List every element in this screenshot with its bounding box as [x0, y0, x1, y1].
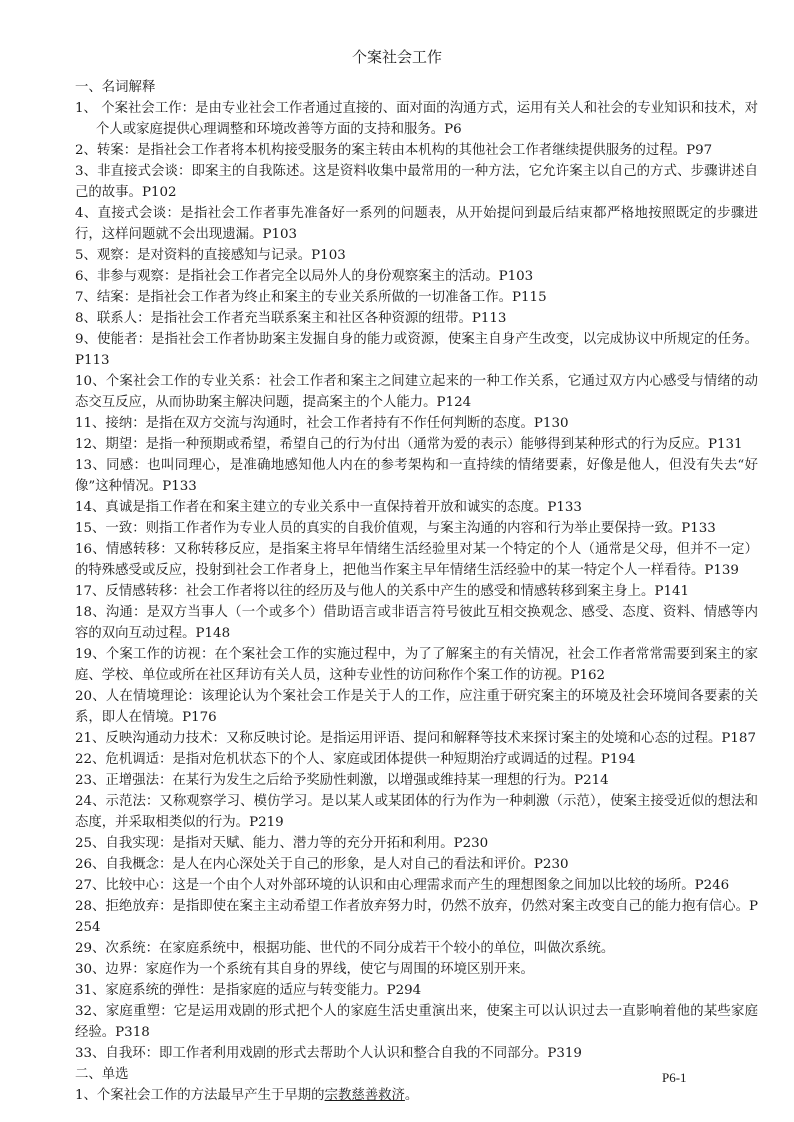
section-heading: 一、名词解释: [75, 80, 156, 95]
definition-item: 3、非直接式会谈：即案主的自我陈述。这是资料收集中最常用的一种方法，它允许案主以自己的方式、步骤讲述自己的故事。P102: [75, 164, 758, 200]
definition-item: 24、示范法：又称观察学习、模仿学习。是以某人或某团体的行为作为一种刺激（示范），使案主接受近似的想法和态度，并采取相类似的行为。P219: [75, 794, 758, 830]
definition-item: 14、真诚是指工作者在和案主建立的专业关系中一直保持着开放和诚实的态度。P133: [75, 500, 582, 515]
definition-item: 15、一致：则指工作者作为专业人员的真实的自我价值观，与案主沟通的内容和行为举止要保持一致。P133: [75, 521, 716, 536]
definition-item: 19、个案工作的访视：在个案社会工作的实施过程中，为了了解案主的有关情况，社会工作者常常需要到案主的家庭、学校、单位或所在社区拜访有关人员，这种专业性的访问称作个案工作的访视。P162: [75, 647, 758, 683]
definition-item: 12、期望：是指一种预期或希望，希望自己的行为付出（通常为爱的表示）能够得到某种形式的行为反应。P131: [75, 437, 743, 452]
document-body: [75, 77, 758, 1106]
definition-item: 30、边界：家庭作为一个系统有其自身的界线，使它与周围的环境区别开来。: [75, 962, 534, 977]
definition-item: 33、自我环：即工作者利用戏剧的形式去帮助个人认识和整合自我的不同部分。P319: [75, 1046, 582, 1061]
question-suffix: 。: [404, 1088, 419, 1103]
definition-item: 10、个案社会工作的专业关系：社会工作者和案主之间建立起来的一种工作关系，它通过双方内心感受与情绪的动态交互反应，从而协助案主解决问题，提高案主的个人能力。P124: [75, 374, 758, 410]
definition-item: 26、自我概念：是人在内心深处关于自己的形象，是人对自己的看法和评价。P230: [75, 857, 569, 872]
question-text: 1、个案社会工作的方法最早产生于早期的: [75, 1088, 325, 1103]
page-number: P6-1: [662, 1070, 687, 1085]
definition-item: 6、非参与观察：是指社会工作者完全以局外人的身份观察案主的活动。P103: [75, 269, 534, 284]
section-heading: 二、单选: [75, 1067, 129, 1082]
page-title: 个案社会工作: [351, 48, 442, 66]
definition-item: 13、同感：也叫同理心，是准确地感知他人内在的参考架构和一直持续的情绪要素，好像是他人，但没有失去“好像”这种情况。P133: [75, 458, 758, 494]
question-answer: 宗教慈善救济: [324, 1088, 405, 1103]
definition-item: 9、使能者：是指社会工作者协助案主发掘自身的能力或资源，使案主自身产生改变，以完成协议中所规定的任务。P113: [75, 332, 758, 368]
definition-item: 28、拒绝放弃：是指即使在案主主动希望工作者放弃努力时，仍然不放弃，仍然对案主改变自己的能力抱有信心。P254: [75, 899, 758, 935]
definition-item: 1、 个案社会工作：是由专业社会工作者通过直接的、面对面的沟通方式，运用有关人和社会的专业知识和技术，对个人或家庭提供心理调整和环境改善等方面的支持和服务。P6: [75, 101, 758, 137]
definition-item: 20、人在情境理论：该理论认为个案社会工作是关于人的工作，应注重于研究案主的环境及社会环境间各要素的关系，即人在情境。P176: [75, 689, 758, 725]
definition-item: 17、反情感转移：社会工作者将以往的经历及与他人的关系中产生的感受和情感转移到案主身上。P141: [75, 584, 690, 599]
definition-item: 22、危机调适：是指对危机状态下的个人、家庭或团体提供一种短期治疗或调适的过程。P194: [75, 752, 636, 767]
definition-item: 11、接纳：是指在双方交流与沟通时，社会工作者持有不作任何判断的态度。P130: [75, 416, 569, 431]
definition-item: 8、联系人：是指社会工作者充当联系案主和社区各种资源的纽带。P113: [75, 311, 507, 326]
definition-item: 25、自我实现：是指对天赋、能力、潜力等的充分开拓和利用。P230: [75, 836, 489, 851]
definition-item: 32、家庭重塑：它是运用戏剧的形式把个人的家庭生活史重演出来，使案主可以认识过去一直影响着他的某些家庭经验。P318: [75, 1004, 758, 1040]
definition-list: [75, 98, 758, 1064]
definition-item: 31、家庭系统的弹性：是指家庭的适应与转变能力。P294: [75, 983, 422, 998]
definition-item: 29、次系统：在家庭系统中，根据功能、世代的不同分成若干个较小的单位，叫做次系统。: [75, 941, 615, 956]
definition-item: 2、转案：是指社会工作者将本机构接受服务的案主转由本机构的其他社会工作者继续提供服务的过程。P97: [75, 143, 713, 158]
definition-item: 16、情感转移：又称转移反应，是指案主将早年情绪生活经验里对某一个特定的个人（通常是父母，但并不一定）的特殊感受或反应，投射到社会工作者身上，把他当作案主早年情绪生活经验中的某一特定个人一样看待。P139: [75, 542, 758, 578]
definition-item: 23、正增强法：在某行为发生之后给予奖励性刺激，以增强或维持某一理想的行为。P214: [75, 773, 609, 788]
definition-item: 18、沟通：是双方当事人（一个或多个）借助语言或非语言符号彼此互相交换观念、感受、态度、资料、情感等内容的双向互动过程。P148: [75, 605, 758, 641]
definition-item: 4、直接式会谈：是指社会工作者事先准备好一系列的问题表，从开始提问到最后结束都严格地按照既定的步骤进行，这样问题就不会出现遗漏。P103: [75, 206, 758, 242]
definition-item: 27、比较中心：这是一个由个人对外部环境的认识和由心理需求而产生的理想图象之间加以比较的场所。P246: [75, 878, 730, 893]
definition-item: 21、反映沟通动力技术：又称反映讨论。是指运用评语、提问和解释等技术来探讨案主的处境和心态的过程。P187: [75, 731, 756, 746]
question-item: [75, 1085, 758, 1106]
definition-item: 5、观察：是对资料的直接感知与记录。P103: [75, 248, 346, 263]
definition-item: 7、结案：是指社会工作者为终止和案主的专业关系所做的一切准备工作。P115: [75, 290, 547, 305]
